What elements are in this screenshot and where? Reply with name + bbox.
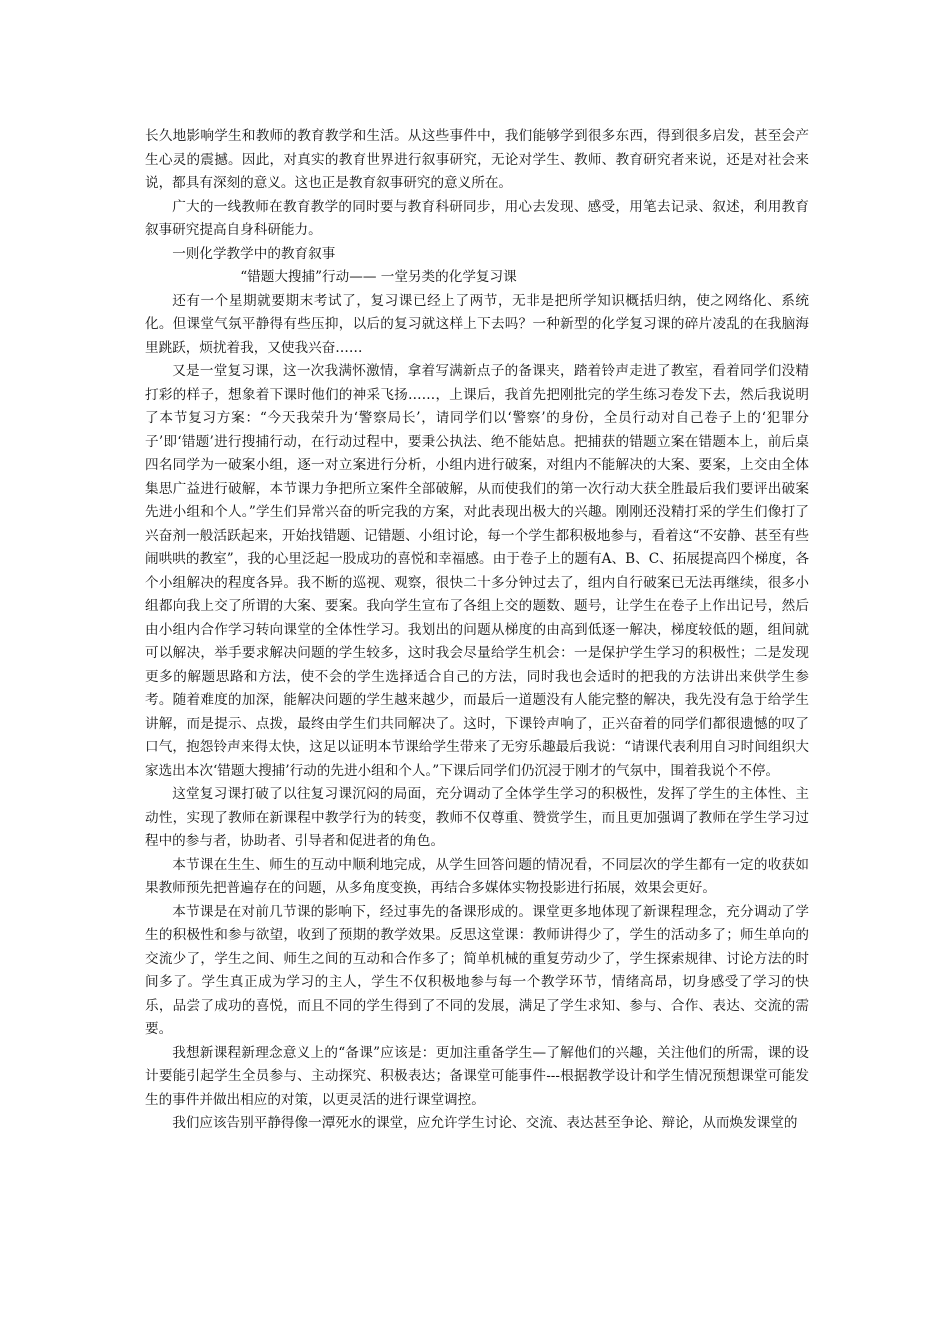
- paragraph-reflection-1: 这堂复习课打破了以往复习课沉闷的局面，充分调动了全体学生学习的积极性，发挥了学生的主体性、主动性，实现了教师在新课程中教学行为的转变，教师不仅尊重、赞赏学生，而且更加强调了教师在学生学习过程中的参与者，协助者、引导者和促进者的角色。: [145, 786, 809, 849]
- paragraph-narrative: 又是一堂复习课，这一次我满怀激情，拿着写满新点子的备课夹，踏着铃声走进了教室，看着同学们没精打彩的样子，想象着下课时他们的神采飞扬……，上课后，我首先把刚批完的学生练习卷发下去，然后我说明了本节复习方案：“今天我荣升为‘警察局长’，请同学们以‘警察’的身份，全员行动对自己卷子上的‘犯罪分子’即‘错题’进行搜捕行动，在行动过程中，要秉公执法、绝不能姑息。把捕获的错题立案在错题本上，前后桌四名同学为一破案小组，逐一对立案进行分析，小组内进行破案，对组内不能解决的大案、要案，上交由全体集思广益进行破解，本节课力争把所立案件全部破解，从而使我们的第一次行动大获全胜最后我们要评出破案先进小组和个人。”学生们异常兴奋的听完我的方案，对此表现出极大的兴趣。刚刚还没精打采的学生们像打了兴奋剂一般活跃起来，开始找错题、记错题、小组讨论，每一个学生都积极地参与，看着这“不安静、甚至有些闹哄哄的教室”，我的心里泛起一股成功的喜悦和幸福感。由于卷子上的题有A、B、C、拓展提高四个梯度，各个小组解决的程度各异。我不断的巡视、观察，很快二十多分钟过去了，组内自行破案已无法再继续，很多小组都向我上交了所谓的大案、要案。我向学生宣布了各组上交的题数、题号，让学生在卷子上作出记号，然后由小组内合作学习转向课堂的全体性学习。我划出的问题从梯度的由高到低逐一解决，梯度较低的题，组间就可以解决，举手要求解决问题的学生较多，这时我会尽量给学生机会：一是保护学生学习的积极性；二是发现更多的解题思路和方法，使不会的学生选择适合自己的方法，同时我也会适时的把我的方法讲出来供学生参考。随着难度的加深，能解决问题的学生越来越少，而最后一道题没有人能完整的解决，我先没有急于给学生讲解，而是提示、点拨，最终由学生们共同解决了。这时，下课铃声响了，正兴奋着的同学们都很遗憾的叹了口气，抱怨铃声来得太快，这足以证明本节课给学生带来了无穷乐趣最后我说：“请课代表利用自习时间组织大家选出本次‘错题大搜捕’行动的先进小组和个人。”下课后同学们仍沉浸于刚才的气氛中，围着我说个不停。: [145, 363, 809, 779]
- section-heading: 一则化学教学中的教育叙事: [172, 245, 336, 262]
- paragraph-lesson-prep: 我想新课程新理念意义上的“备课”应该是：更加注重备学生—了解他们的兴趣，关注他们的所需，课的设计要能引起学生全员参与、主动探究、积极表达；备课堂可能事件---根据教学设计和学生情况预想课堂可能发生的事件并做出相应的对策，以更灵活的进行课堂调控。: [145, 1044, 809, 1108]
- paragraph-continuation: 长久地影响学生和教师的教育教学和生活。从这些事件中，我们能够学到很多东西，得到很多启发，甚至会产生心灵的震撼。因此，对真实的教育世界进行叙事研究，无论对学生、教师、教育研究者来说，还是对社会来说，都具有深刻的意义。这也正是教育叙事研究的意义所在。: [145, 128, 809, 191]
- paragraph-teachers-research: 广大的一线教师在教育教学的同时要与教育科研同步，用心去发现、感受，用笔去记录、叙述，利用教育叙事研究提高自身科研能力。: [145, 198, 809, 238]
- document-body: [145, 125, 809, 1136]
- paragraph-reflection-3: 本节课是在对前几节课的影响下，经过事先的备课形成的。课堂更多地体现了新课程理念，充分调动了学生的积极性和参与欲望，收到了预期的教学效果。反思这堂课：教师讲得少了，学生的活动多了；师生单向的交流少了，学生之间、师生之间的互动和合作多了；简单机械的重复劳动少了，学生探索规律、讨论方法的时间多了。学生真正成为学习的主人，学生不仅积极地参与每一个教学环节，情绪高昂，切身感受了学习的快乐，品尝了成功的喜悦，而且不同的学生得到了不同的发展，满足了学生求知、参与、合作、表达、交流的需要。: [145, 903, 809, 1037]
- paragraph-closing: 我们应该告别平静得像一潭死水的课堂，应允许学生讨论、交流、表达甚至争论、辩论，从而焕发课堂的: [172, 1115, 798, 1131]
- paragraph-intro: 还有一个星期就要期末考试了，复习课已经上了两节，无非是把所学知识概括归纳，使之网络化、系统化。但课堂气氛平静得有些压抑，以后的复习就这样上下去吗？一种新型的化学复习课的碎片凌乱的在我脑海里跳跃，烦扰着我，又使我兴奋……: [145, 292, 809, 356]
- article-title: “错题大搜捕”行动—— 一堂另类的化学复习课: [240, 269, 517, 285]
- paragraph-reflection-2: 本节课在生生、师生的互动中顺利地完成，从学生回答问题的情况看，不同层次的学生都有一定的收获如果教师预先把普遍存在的问题，从多角度变换，再结合多媒体实物投影进行拓展，效果会更好。: [145, 856, 809, 896]
